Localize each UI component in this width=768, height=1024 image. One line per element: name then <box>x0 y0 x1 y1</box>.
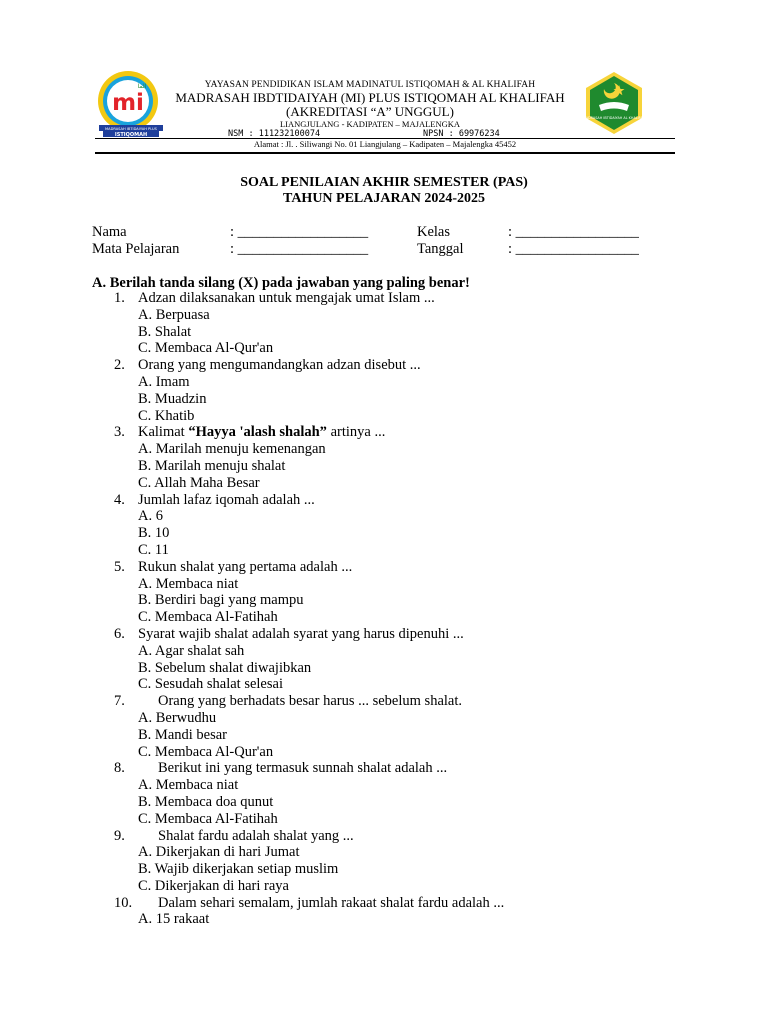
question-item <box>92 760 692 827</box>
exam-title <box>0 175 768 207</box>
school-logo-mi <box>97 70 163 138</box>
question-item <box>92 828 692 895</box>
question-number: 3. <box>114 424 125 441</box>
question-item <box>92 895 692 929</box>
answer-option[interactable]: B. Muadzin <box>138 390 207 407</box>
answer-option[interactable]: B. Membaca doa qunut <box>138 793 274 810</box>
question-text-bold: “Hayya 'alash shalah” <box>188 424 327 441</box>
question-number: 1. <box>114 290 125 306</box>
question-item <box>92 290 692 357</box>
question-text: Rukun shalat yang pertama adalah ... <box>138 558 353 575</box>
answer-option[interactable]: A. Berwudhu <box>138 709 217 726</box>
answer-option[interactable]: A. Marilah menuju kemenangan <box>138 441 326 458</box>
question-item <box>92 357 692 424</box>
subject-field[interactable]: : __________________ <box>230 241 369 257</box>
answer-option[interactable]: C. Membaca Al-Fatihah <box>138 609 278 626</box>
answer-option[interactable]: C. Dikerjakan di hari raya <box>138 877 289 894</box>
question-text: Berikut ini yang termasuk sunnah shalat adalah ... <box>158 760 448 777</box>
section-a-instruction: A. Berilah tanda silang (X) pada jawaban yang paling benar! <box>92 275 470 291</box>
letterhead-double-divider <box>95 152 675 154</box>
question-number: 10. <box>114 894 133 911</box>
answer-option[interactable]: C. Khatib <box>138 407 195 424</box>
answer-option[interactable]: C. Sesudah shalat selesai <box>138 676 283 693</box>
answer-option[interactable]: B. Wajib dikerjakan setiap muslim <box>138 861 339 878</box>
question-text <box>138 424 385 441</box>
answer-option[interactable]: C. Membaca Al-Qur'an <box>138 743 274 760</box>
question-number: 9. <box>114 827 125 844</box>
exam-title-line2: TAHUN PELAJARAN 2024-2025 <box>283 191 485 206</box>
question-item <box>92 693 692 760</box>
class-label: Kelas <box>417 224 451 240</box>
letterhead <box>160 79 580 139</box>
question-number: 7. <box>114 693 125 710</box>
school-name: MADRASAH IBDTIDAIYAH (MI) PLUS ISTIQOMAH AL KHALIFAH <box>175 90 565 105</box>
question-number: 8. <box>114 760 125 777</box>
question-text: Orang yang berhadats besar harus ... sebelum shalat. <box>158 693 462 710</box>
answer-option[interactable]: A. 6 <box>138 508 163 525</box>
nsm-code: NSM : 111232100074 <box>228 129 321 139</box>
date-field[interactable]: : _________________ <box>508 241 639 257</box>
logo-subbanner: MADRASAH IBTIDAIYAH PLUS <box>105 127 157 131</box>
exam-title-line1: SOAL PENILAIAN AKHIR SEMESTER (PAS) <box>240 175 528 190</box>
question-text: Jumlah lafaz iqomah adalah ... <box>138 491 315 508</box>
date-label: Tanggal <box>417 241 464 257</box>
school-crest-logo <box>582 71 646 135</box>
question-text: Adzan dilaksanakan untuk mengajak umat Islam ... <box>138 290 435 306</box>
accreditation: (AKREDITASI “A” UNGGUL) <box>286 104 454 119</box>
answer-option[interactable]: A. Imam <box>138 373 190 390</box>
answer-option[interactable]: A. Membaca niat <box>138 575 239 592</box>
question-item <box>92 626 692 693</box>
question-number: 6. <box>114 625 125 642</box>
answer-option[interactable]: C. 11 <box>138 541 169 558</box>
answer-option[interactable]: A. 15 rakaat <box>138 911 210 928</box>
answer-option[interactable]: A. Berpuasa <box>138 306 210 323</box>
answer-option[interactable]: B. Marilah menuju shalat <box>138 457 286 474</box>
name-label: Nama <box>92 224 127 240</box>
answer-option[interactable]: B. Sebelum shalat diwajibkan <box>138 659 312 676</box>
question-item <box>92 424 692 491</box>
answer-option[interactable]: A. Membaca niat <box>138 777 239 794</box>
question-text: Shalat fardu adalah shalat yang ... <box>158 827 354 844</box>
question-text-post: artinya ... <box>326 424 386 441</box>
crest-caption: MADRASAH IBTIDAIYAH AL KHALIFAH <box>582 116 646 120</box>
question-number: 5. <box>114 558 125 575</box>
foundation-name: YAYASAN PENDIDIKAN ISLAM MADINATUL ISTIQOMAH & AL KHALIFAH <box>204 80 536 90</box>
logo-letters: mi <box>112 90 144 116</box>
npsn-code: NPSN : 69976234 <box>423 129 500 139</box>
answer-option[interactable]: A. Agar shalat sah <box>138 642 245 659</box>
school-address: Alamat : Jl. . Siliwangi No. 01 Liangjulang – Kadipaten – Majalengka 45452 <box>253 139 517 149</box>
answer-option[interactable]: B. Berdiri bagi yang mampu <box>138 592 304 609</box>
question-text: Orang yang mengumandangkan adzan disebut ... <box>138 357 421 374</box>
answer-option[interactable]: C. Membaca Al-Fatihah <box>138 810 278 827</box>
school-location: LIANGJULANG - KADIPATEN – MAJALENGKA <box>279 119 461 129</box>
question-number: 2. <box>114 357 125 374</box>
question-text-pre: Kalimat <box>138 424 189 441</box>
logo-banner: ISTIQOMAH <box>114 132 148 138</box>
question-item <box>92 559 692 626</box>
answer-option[interactable]: C. Membaca Al-Qur'an <box>138 340 274 357</box>
answer-option[interactable]: C. Allah Maha Besar <box>138 474 260 491</box>
answer-option[interactable]: B. Mandi besar <box>138 726 227 743</box>
class-field[interactable]: : _________________ <box>508 224 639 240</box>
question-text: Dalam sehari semalam, jumlah rakaat shalat fardu adalah ... <box>158 894 505 911</box>
question-item <box>92 492 692 559</box>
answer-option[interactable]: B. Shalat <box>138 323 192 340</box>
question-text: Syarat wajib shalat adalah syarat yang harus dipenuhi ... <box>138 625 464 642</box>
logo-arabic: الما <box>137 83 147 90</box>
answer-option[interactable]: B. 10 <box>138 525 170 542</box>
answer-option[interactable]: A. Dikerjakan di hari Jumat <box>138 844 300 861</box>
name-field[interactable]: : __________________ <box>230 224 369 240</box>
question-list <box>92 290 692 928</box>
question-number: 4. <box>114 491 125 508</box>
subject-label: Mata Pelajaran <box>92 241 180 257</box>
